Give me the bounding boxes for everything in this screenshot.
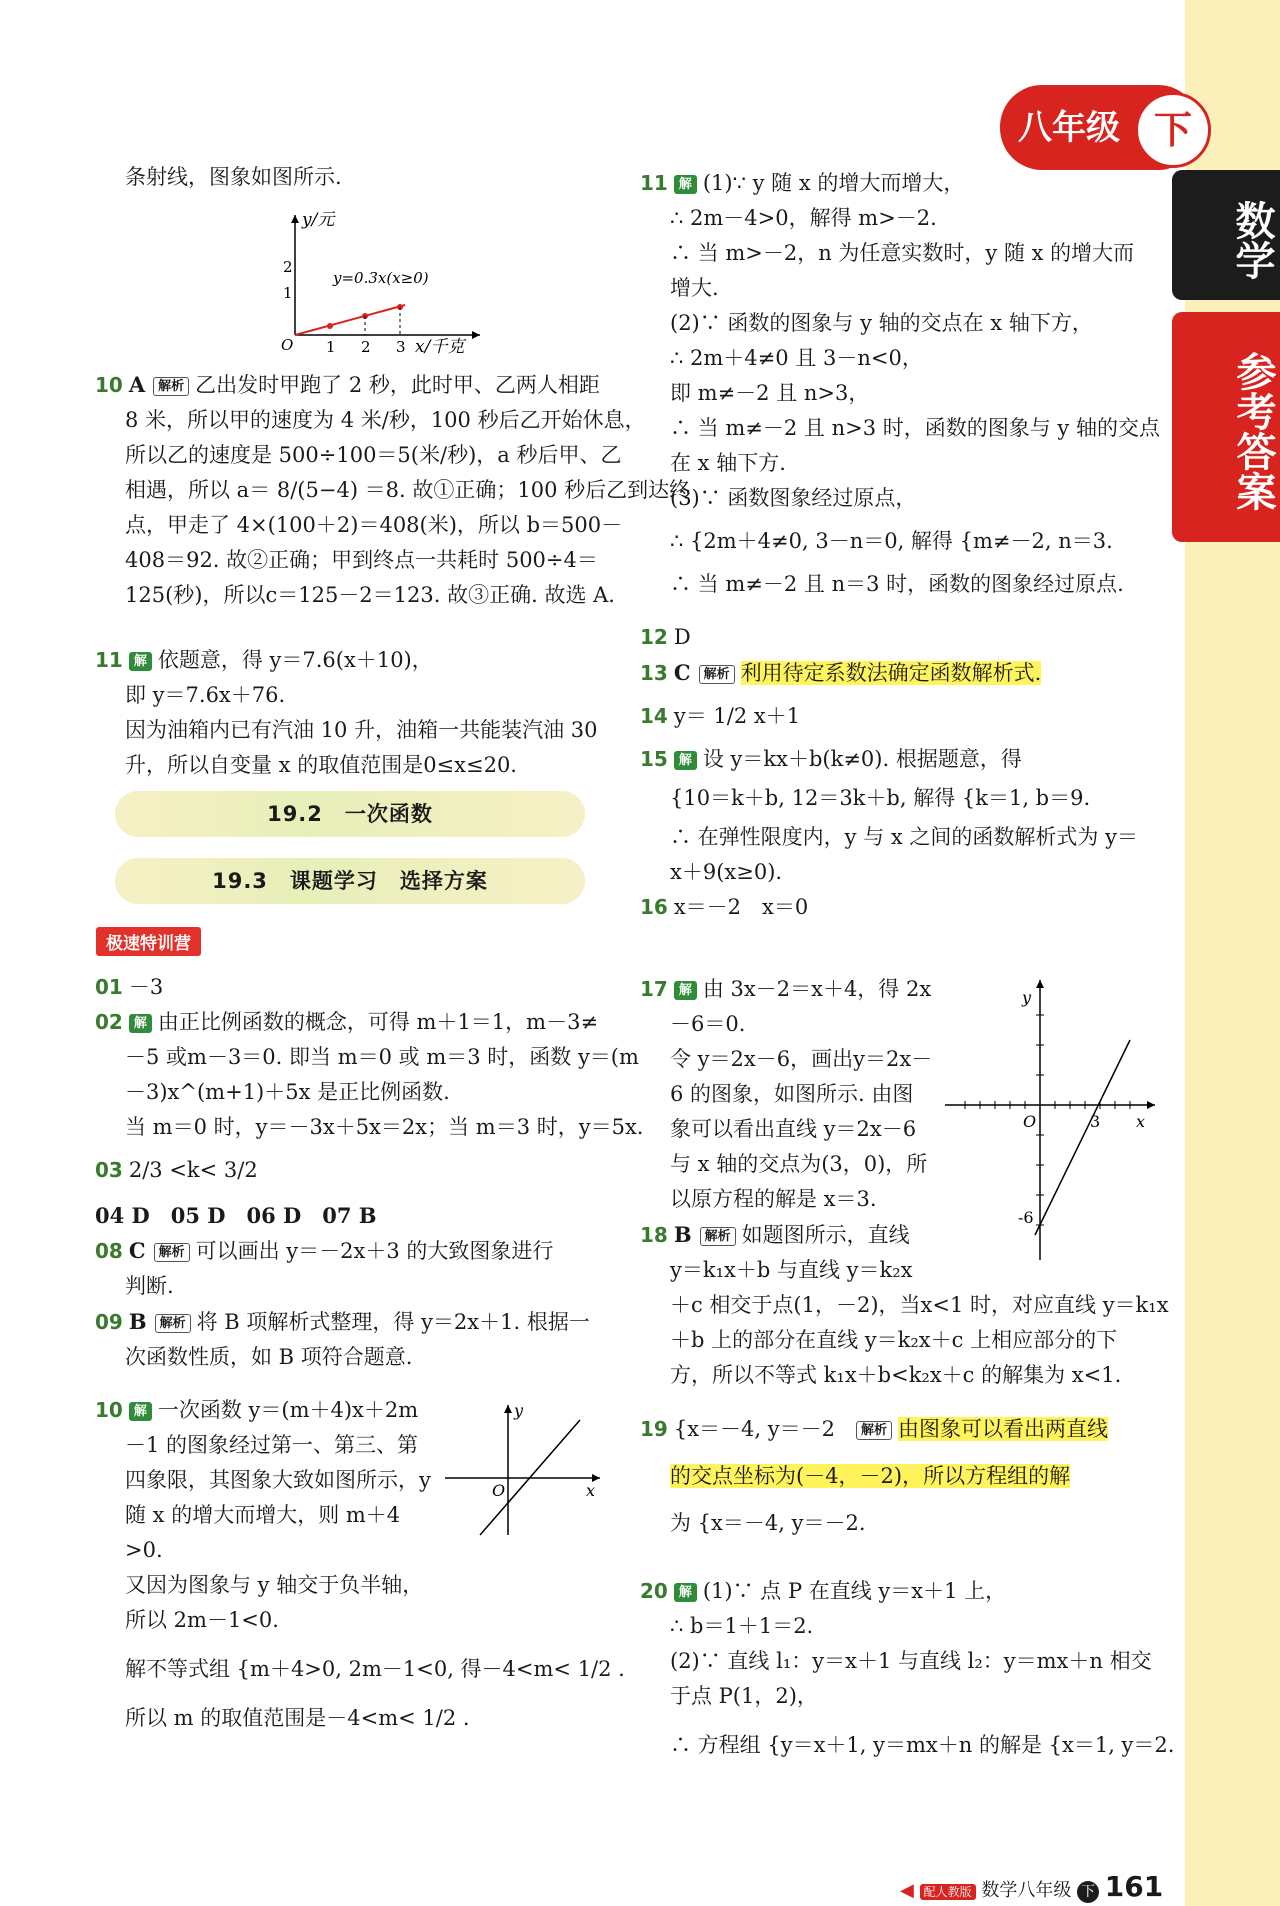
graph1-ytick-1: 1	[283, 284, 293, 302]
q11-right-block: 11 解 (1)∵ y 随 x 的增大而增大， ∴ 2m－4>0，解得 m>－2. ∴ 当 m>－2，n 为任意实数时，y 随 x 的增大而 增大. (2)∵ 函数的图象与 y 轴的交点在 x 轴下方， ∴ 2m＋4≠0 且 3－n<0， 即 m≠－2 且 n>3， ∴ 当 m≠－2 且 n>3 时，函数的图象与 y 轴的交点 在 x 轴下方. (3)∵ 函数图象经过原点， ∴ {2m＋4≠0, 3－n＝0, 解得 {m≠－2, n＝3. ∴ 当 m≠－2 且 n＝3 时，函数的图象经过原点.	[640, 171, 1160, 596]
page-footer	[900, 1870, 1163, 1903]
q19-highlight-2: 的交点坐标为(－4，－2)，所以方程组的解	[670, 1464, 1071, 1488]
answer-tab: 参考答案	[1172, 312, 1280, 542]
subject-tab: 数学	[1172, 170, 1280, 300]
q19-highlight-1: 由图象可以看出两直线	[898, 1417, 1108, 1441]
price-graph	[265, 205, 495, 355]
graph2-origin: O	[492, 1481, 506, 1500]
graph2-xlabel: x	[586, 1481, 596, 1500]
graph1-xtick-2: 2	[361, 338, 371, 355]
graph1-ytick-2: 2	[283, 258, 293, 276]
grade-label: 八年级	[1018, 108, 1120, 148]
graph3-ylabel: y	[1022, 988, 1032, 1007]
q17-block: 17 解 由 3x－2＝x＋4，得 2x －6＝0. 令 y＝2x－6，画出y＝2x－ 6 的图象，如图所示. 由图 象可以看出直线 y＝2x－6 与 x 轴的交点为(3，0)，所 以原方程的解是 x＝3.	[640, 977, 933, 1211]
q01-04-block: 01 －3 02 解 由正比例函数的概念，可得 m＋1＝1，m－3≠ －5 或m－3＝0. 即当 m＝0 或 m＝3 时，函数 y＝(m －3)x^(m+1)＋5x 是正比例函数. 当 m＝0 时，y＝－3x＋5x＝2x；当 m＝3 时，y＝5x. 03 2/3 <k< 3/2 04 D 05 D 06 D 07 B 08 C 解析 可以画出 y＝－2x＋3 的大致图象进行 判断. 09 B 解析 将 B 项解析式整理，得 y＝2x＋1. 根据一 次函数性质，如 B 项符合题意.	[95, 975, 644, 1369]
q13-highlight: 利用待定系数法确定函数解析式.	[740, 661, 1042, 685]
graph3-xlabel: x	[1136, 1112, 1146, 1131]
graph1-ylabel: y/元	[302, 210, 335, 230]
graph1-equation: y=0.3x(x≥0)	[333, 269, 429, 287]
graph3-origin: O	[1023, 1112, 1037, 1131]
footer-logo: 配人教版	[920, 1884, 976, 1900]
page-number: 161	[1104, 1870, 1164, 1903]
intro-text: 条射线，图象如图所示.	[125, 165, 342, 189]
q12-16-block: 12 D 13 C 解析 利用待定系数法确定函数解析式. 14 y＝ 1/2 x＋1 15 解 设 y＝kx＋b(k≠0). 根据题意，得 {10＝k＋b, 12＝3k＋b, 解得 {k＝1, b＝9. ∴ 在弹性限度内，y 与 x 之间的函数解析式为 y＝ x＋9(x≥0). 16 x＝－2 x＝0	[640, 625, 1138, 919]
graph1-xlabel: x/千克	[415, 337, 465, 355]
graph3-ymark: -6	[1018, 1208, 1034, 1227]
footer-subject: 数学八年级	[981, 1880, 1072, 1901]
graph1-xtick-3: 3	[396, 338, 406, 355]
graph2-ylabel: y	[514, 1401, 524, 1420]
q04-07-answers: 04 D 05 D 06 D 07 B	[95, 1203, 377, 1228]
q10b-block: 10 解 一次函数 y＝(m＋4)x＋2m －1 的图象经过第一、第三、第 四象限，其图象大致如图所示，y 随 x 的增大而增大，则 m＋4 >0. 又因为图象与 y 轴交于负半轴， 所以 2m－1<0. 解不等式组 {m＋4>0, 2m－1<0, 得－4<m< 1/2 . 所以 m 的取值范围是－4<m< 1/2 .	[95, 1398, 625, 1730]
footer-volume: 下	[1077, 1881, 1099, 1903]
q20-block: 20 解 (1)∵ 点 P 在直线 y＝x＋1 上， ∴ b＝1＋1＝2. (2)∵ 直线 l₁：y＝x＋1 与直线 l₂：y＝mx＋n 相交 于点 P(1，2)， ∴ 方程组 {y＝x＋1, y＝mx＋n 的解是 {x＝1, y＝2.	[640, 1579, 1175, 1757]
graph1-origin: O	[281, 336, 294, 354]
section-19-2: 19.2 一次函数	[115, 791, 585, 837]
q19-block: 19 {x＝－4, y＝－2 解析 由图象可以看出两直线 的交点坐标为(－4，－2)，所以方程组的解 为 {x＝－4, y＝－2.	[640, 1417, 1108, 1535]
q18-block: 18 B 解析 如题图所示，直线 y＝k₁x＋b 与直线 y＝k₂x ＋c 相交于点(1，－2)，当x<1 时，对应直线 y＝k₁x ＋b 上的部分在直线 y＝k₂x＋c 上相应部分的下 方，所以不等式 k₁x＋b<k₂x＋c 的解集为 x<1.	[640, 1222, 1169, 1387]
practice-badge: 极速特训营	[96, 927, 201, 956]
linear-graph-q10	[440, 1400, 610, 1540]
volume-circle: 下	[1135, 92, 1211, 168]
footer-arrow-icon: ◀	[900, 1880, 914, 1901]
q11-left-block: 11 解 依题意，得 y＝7.6(x＋10)， 即 y＝7.6x＋76. 因为油箱内已有汽油 10 升，油箱一共能装汽油 30 升，所以自变量 x 的取值范围是0≤x≤20.	[95, 648, 598, 777]
section-19-3: 19.3 课题学习 选择方案	[115, 858, 585, 904]
q10-block: 10 A 解析 乙出发时甲跑了 2 秒，此时甲、乙两人相距 8 米，所以甲的速度为 4 米/秒，100 秒后乙开始休息， 所以乙的速度是 500÷100＝5(米/秒)，a 秒后甲、乙 相遇，所以 a＝ 8/(5−4) ＝8. 故①正确；100 秒后乙到达终 点，甲走了 4×(100＋2)＝408(米)，所以 b＝500－ 408＝92. 故②正确；甲到终点一共耗时 500÷4＝ 125(秒)，所以c＝125－2＝123. 故③正确. 故选 A.	[95, 372, 691, 607]
graph1-xtick-1: 1	[326, 338, 336, 355]
graph3-xmark: 3	[1090, 1112, 1101, 1131]
